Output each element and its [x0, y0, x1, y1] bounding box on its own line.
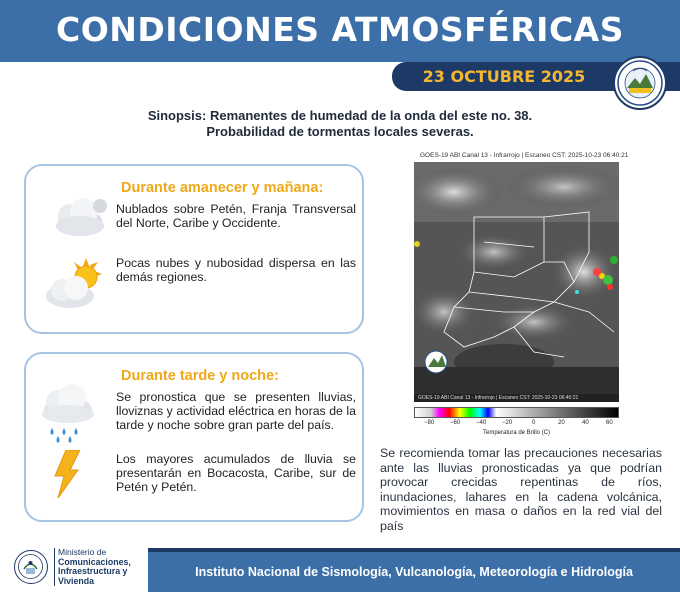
- satellite-image: [414, 162, 619, 402]
- colorbar-tick: −60: [450, 420, 461, 426]
- colorbar-tick: 60: [606, 420, 613, 426]
- recommendation-text: Se recomienda tomar las precauciones necesarias ante las lluvias pronosticadas ya que podrían provocar crecidas repentinas de ríos, inundaciones, lahares en la cadena volcánica, movimientos en masa o daños en la red vial del país: [380, 446, 662, 533]
- institute-name: Instituto Nacional de Sismología, Vulcanología, Meteorología e Hidrología: [195, 565, 633, 579]
- morning-text-1: Nublados sobre Petén, Franja Transversal del Norte, Caribe y Occidente.: [116, 202, 356, 230]
- date-label: 23 OCTUBRE 2025: [422, 67, 586, 86]
- satellite-map-graphic: [414, 162, 619, 402]
- colorbar-tick: 20: [558, 420, 565, 426]
- rain-cloud-icon: [36, 380, 98, 444]
- synopsis: [60, 108, 620, 140]
- partly-sunny-icon: [40, 258, 110, 312]
- colorbar-ticks: [414, 419, 619, 429]
- morning-title: Durante amanecer y mañana:: [121, 180, 324, 196]
- page-title: CONDICIONES ATMOSFÉRICAS: [56, 10, 624, 49]
- colorbar-tick: −80: [424, 420, 435, 426]
- date-bar: [392, 62, 616, 91]
- synopsis-line-2: Probabilidad de tormentas locales severas.: [206, 124, 474, 139]
- ministry-separator: [54, 548, 55, 586]
- cloud-icon: [46, 192, 110, 242]
- insivumeh-logo: [613, 56, 667, 110]
- afternoon-title: Durante tarde y noche:: [121, 368, 279, 384]
- lightning-icon: [52, 450, 82, 498]
- colorbar-label: Temperatura de Brillo (C): [482, 430, 551, 436]
- ministry-name: [58, 548, 131, 586]
- satellite-footer-text: GOES-19 ABI Canal 13 - Infrarrojo | Escaneo CST: 2025-10-23 06:40:21: [414, 394, 619, 402]
- ministry-line-3: Infraestructura y: [58, 566, 128, 576]
- satellite-caption: GOES-19 ABI Canal 13 - Infrarrojo | Escaneo CST: 2025-10-23 06:40:21: [420, 152, 629, 159]
- ministry-line-1: Ministerio de: [58, 547, 107, 557]
- ministry-line-2: Comunicaciones,: [58, 556, 131, 567]
- footer-band: [148, 552, 680, 592]
- ministry-line-4: Vivienda: [58, 575, 95, 586]
- colorbar-tick: −40: [476, 420, 487, 426]
- afternoon-text-2: Los mayores acumulados de lluvia se presentarán en Bocacosta, Caribe, sur de Petén y Petén.: [116, 452, 356, 494]
- afternoon-forecast-card: [24, 352, 364, 522]
- afternoon-text-1: Se pronostica que se presenten lluvias, lloviznas y actividad eléctrica en horas de la tarde y noche sobre gran parte del país.: [116, 390, 356, 432]
- ministry-seal-icon: [14, 550, 48, 584]
- morning-text-2: Pocas nubes y nubosidad dispersa en las demás regiones.: [116, 256, 356, 284]
- colorbar-tick: −20: [502, 420, 513, 426]
- morning-forecast-card: [24, 164, 364, 334]
- colorbar-tick: 40: [582, 420, 589, 426]
- synopsis-line-1: Sinopsis: Remanentes de humedad de la onda del este no. 38.: [147, 108, 533, 123]
- header-banner: [0, 0, 680, 62]
- colorbar-tick: 0: [532, 420, 536, 426]
- temperature-colorbar: [414, 407, 619, 418]
- satellite-logo-icon: [425, 351, 447, 373]
